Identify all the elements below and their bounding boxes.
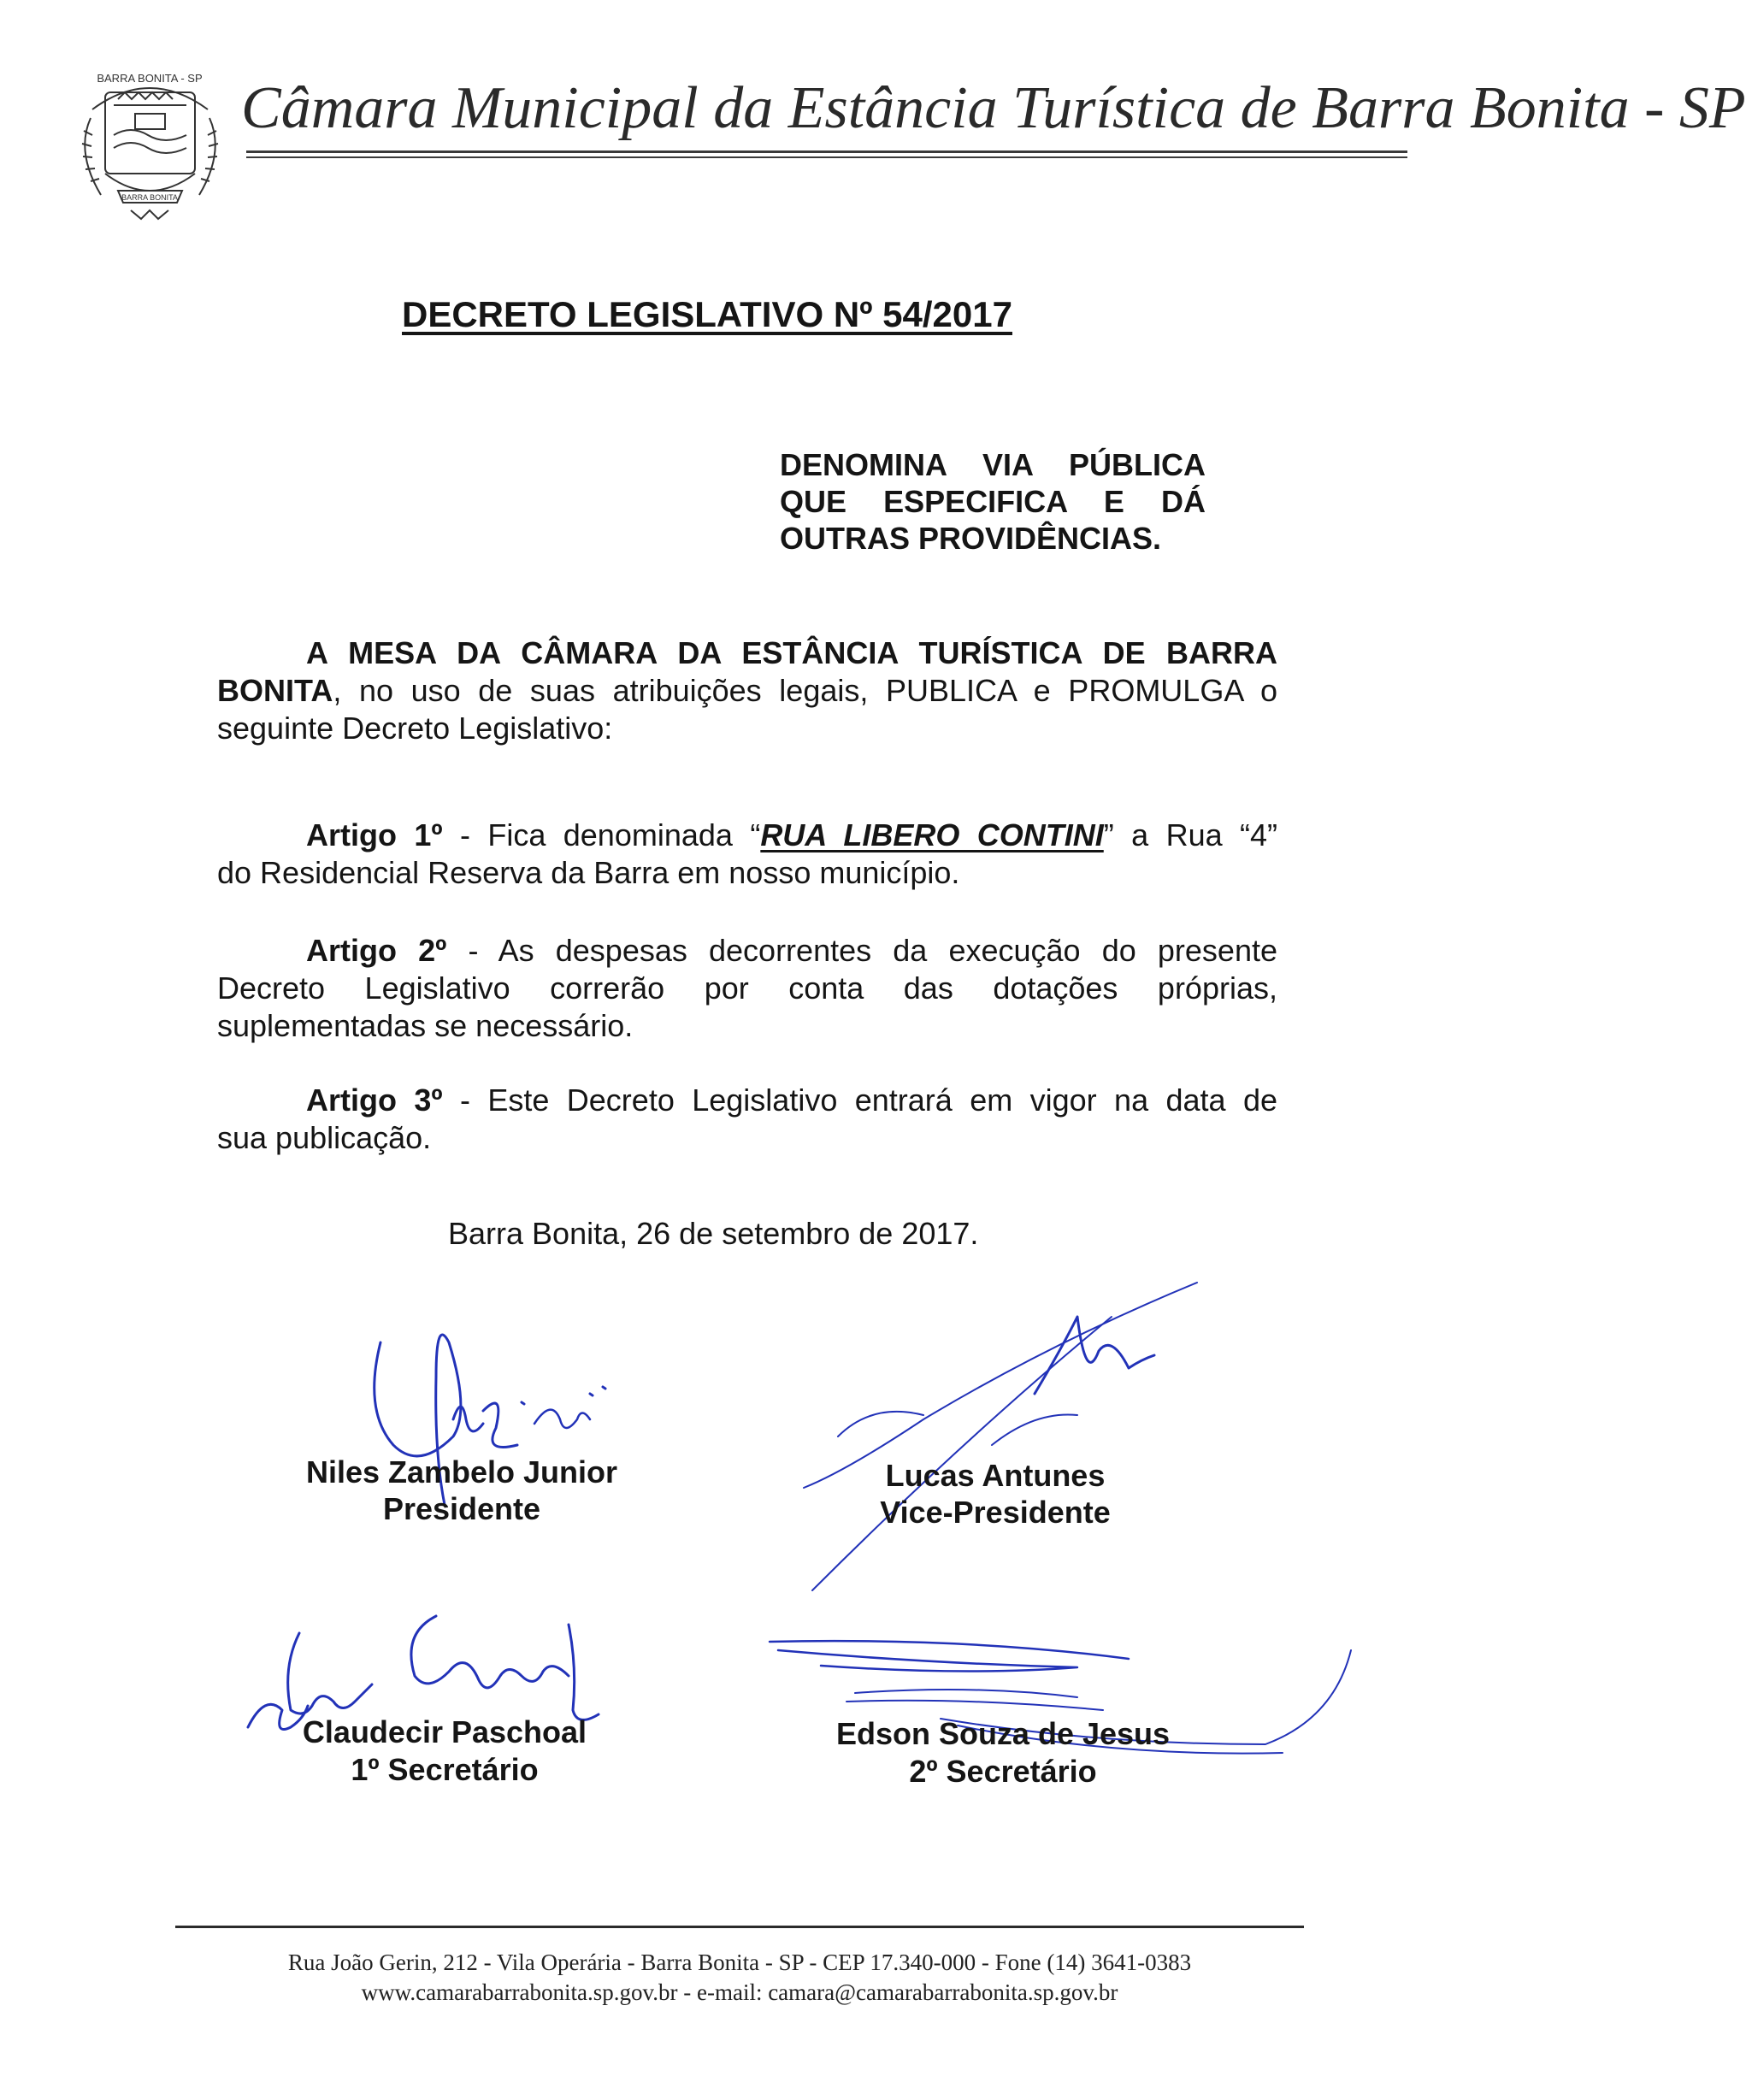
article-2 [217, 932, 1277, 1045]
date-line: Barra Bonita, 26 de setembro de 2017. [448, 1216, 979, 1251]
summary-line: OUTRAS PROVIDÊNCIAS. [780, 521, 1162, 556]
footer-divider [175, 1926, 1304, 1928]
article-line: sua publicação. [217, 1120, 432, 1155]
signatory-name: Niles Zambelo Junior [305, 1454, 618, 1489]
preamble-line: BONITA, no uso de suas atribuições legais, PUBLICA e PROMULGA o [217, 673, 1277, 708]
street-name: RUA LIBERO CONTINI [760, 817, 1104, 852]
article-line: do Residencial Reserva da Barra em nosso município. [217, 855, 960, 890]
preamble-line [217, 634, 1277, 672]
article-line: suplementadas se necessário. [217, 1008, 634, 1043]
article-label: Artigo 3º [306, 1082, 443, 1118]
article-label: Artigo 2º [306, 933, 447, 968]
institution-name: Câmara Municipal da Estância Turística de Barra Bonita - SP [241, 75, 1746, 141]
preamble-authority-end: BONITA [217, 673, 333, 708]
article-line: Artigo 2º - As despesas decorrentes da execução do presente [306, 933, 1277, 968]
header-divider [246, 150, 1407, 153]
summary-line: DENOMINA VIA PÚBLICA [780, 447, 1206, 482]
preamble-paragraph [217, 634, 1277, 747]
preamble-authority: A MESA DA CÂMARA DA ESTÂNCIA TURÍSTICA DE BARRA [306, 635, 1277, 670]
signatory-role: 2º Secretário [909, 1754, 1097, 1789]
decree-summary [780, 446, 1206, 557]
municipal-seal-logo [67, 50, 233, 225]
signatory-name: Edson Souza de Jesus [835, 1716, 1171, 1751]
footer-contact: www.camarabarrabonita.sp.gov.br - e-mail: camara@camarabarrabonita.sp.gov.br [361, 1979, 1118, 2005]
article-line: Artigo 1º - Fica denominada “RUA LIBERO CONTINI” a Rua “4” [306, 817, 1278, 852]
article-line: Artigo 3º - Este Decreto Legislativo entrará em vigor na data de [306, 1082, 1277, 1118]
article-3 [217, 1082, 1277, 1157]
header-divider-secondary [246, 156, 1407, 158]
signatory-role: Presidente [382, 1491, 541, 1526]
signatory-role: Vice-Presidente [880, 1495, 1111, 1530]
article-label: Artigo 1º [306, 817, 443, 852]
preamble-line: seguinte Decreto Legislativo: [217, 711, 613, 746]
decree-title: DECRETO LEGISLATIVO Nº 54/2017 [402, 294, 1012, 334]
article-line: Decreto Legislativo correrão por conta das dotações próprias, [217, 970, 1277, 1006]
signatory-name: Lucas Antunes [885, 1458, 1106, 1493]
svg-text:BARRA BONITA: BARRA BONITA [121, 193, 178, 202]
svg-text:BARRA BONITA - SP: BARRA BONITA - SP [97, 72, 203, 85]
article-1 [217, 817, 1277, 892]
summary-line: QUE ESPECIFICA E DÁ [780, 484, 1206, 519]
footer-address: Rua João Gerin, 212 - Vila Operária - Barra Bonita - SP - CEP 17.340-000 - Fone (14) 3641-0383 [287, 1950, 1192, 1975]
signatory-role: 1º Secretário [351, 1752, 539, 1787]
signature-vice-president [752, 1265, 1231, 1607]
signatory-name: Claudecir Paschoal [302, 1714, 587, 1749]
